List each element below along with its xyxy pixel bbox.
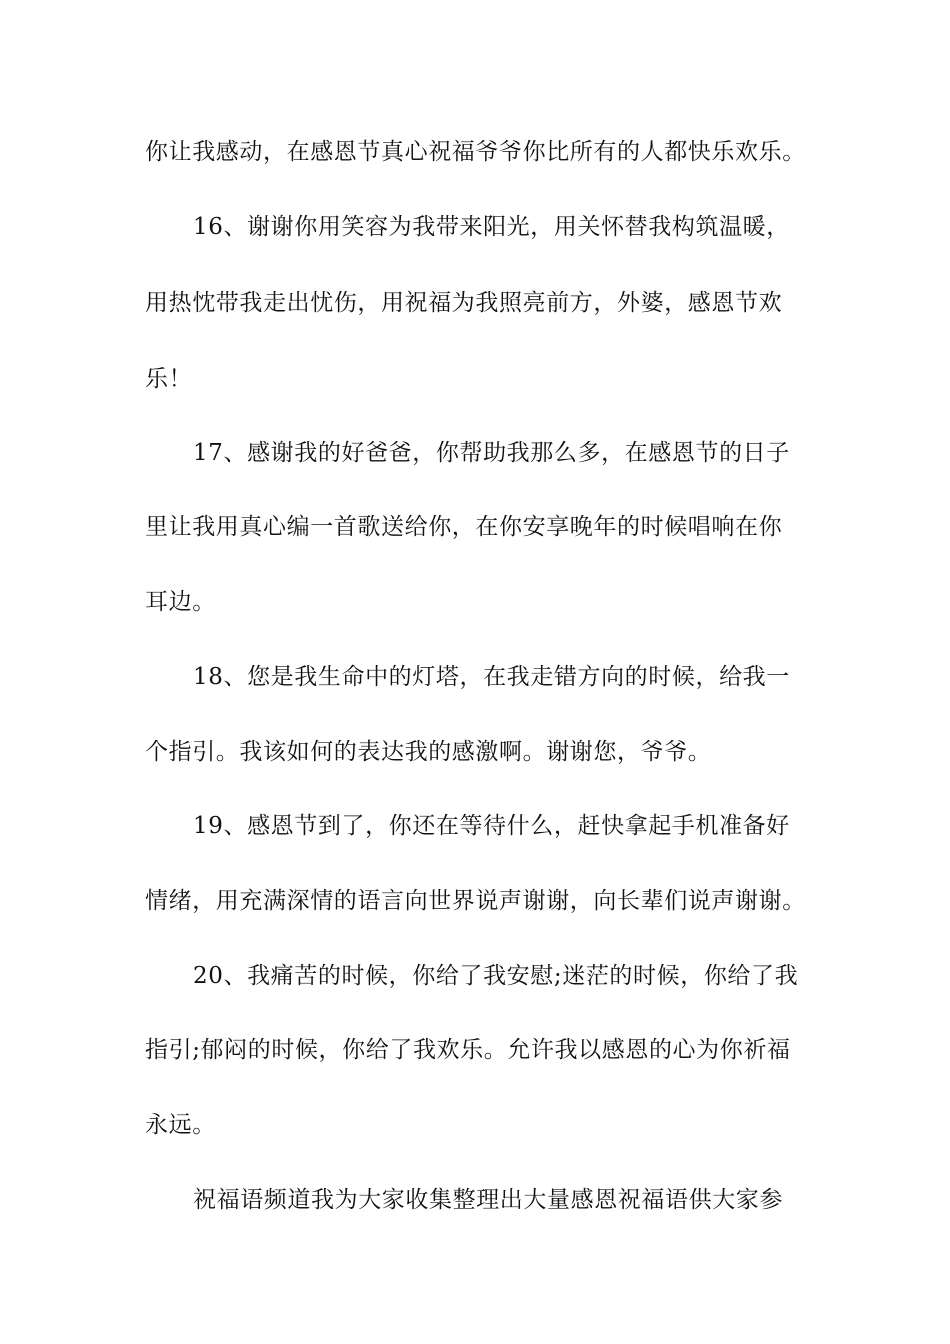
paragraph-16-line-3: 乐！	[145, 366, 193, 392]
paragraph-16-line-2: 用热忱带我走出忧伤，用祝福为我照亮前方，外婆，感恩节欢	[145, 290, 783, 316]
paragraph-19-line-2: 情绪，用充满深情的语言向世界说声谢谢，向长辈们说声谢谢。	[145, 888, 806, 914]
paragraph-17-line-2: 里让我用真心编一首歌送给你，在你安享晚年的时候唱响在你	[145, 514, 783, 540]
paragraph-20-line-2: 指引;郁闷的时候，你给了我欢乐。允许我以感恩的心为你祈福	[145, 1037, 791, 1063]
paragraph-18-line-1: 18、您是我生命中的灯塔，在我走错方向的时候，给我一	[193, 664, 790, 690]
paragraph-16-line-1: 16、谢谢你用笑容为我带来阳光，用关怀替我构筑温暖，	[193, 214, 790, 240]
paragraph-20-line-3: 永远。	[145, 1112, 216, 1138]
paragraph-20-line-1: 20、我痛苦的时候，你给了我安慰;迷茫的时候，你给了我	[193, 963, 799, 989]
paragraph-19-line-1: 19、感恩节到了，你还在等待什么，赶快拿起手机准备好	[193, 813, 790, 839]
closing-paragraph-line-1: 祝福语频道我为大家收集整理出大量感恩祝福语供大家参	[193, 1187, 783, 1213]
paragraph-18-line-2: 个指引。我该如何的表达我的感激啊。谢谢您，爷爷。	[145, 739, 712, 765]
paragraph-17-line-3: 耳边。	[145, 589, 216, 615]
text-line: 你让我感动，在感恩节真心祝福爷爷你比所有的人都快乐欢乐。	[145, 139, 806, 165]
paragraph-17-line-1: 17、感谢我的好爸爸，你帮助我那么多，在感恩节的日子	[193, 440, 790, 466]
